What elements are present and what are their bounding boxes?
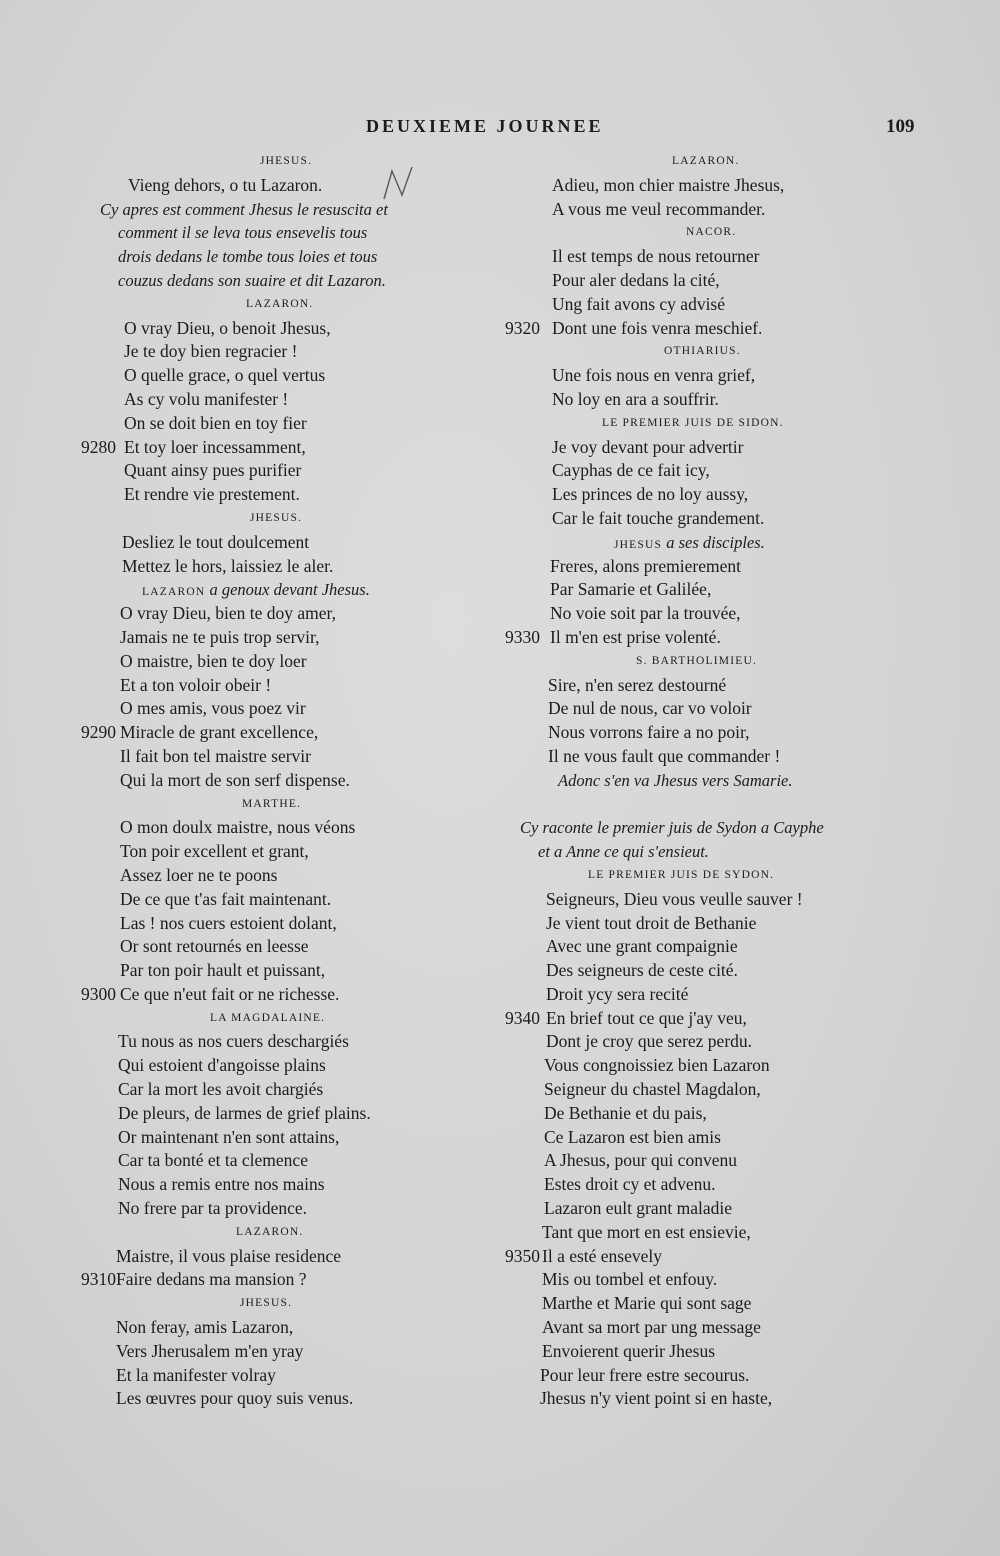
verse-text: Vieng dehors, o tu Lazaron. [128,174,323,195]
speaker-name: LE PREMIER JUIS DE SYDON. [588,868,775,881]
verse-line [60,388,480,412]
verse-line [60,959,480,983]
verse-line [480,697,910,721]
verse-text: Quant ainsy pues purifier [124,460,302,481]
verse-text: Et toy loer incessamment, [124,436,306,457]
line-number: 9340 [505,1007,540,1028]
verse-line [480,1221,910,1245]
line-number: 9300 [81,983,116,1004]
verse-line [60,840,480,864]
verse-line [60,721,480,745]
verse-line [480,626,910,650]
verse-text: Las ! nos cuers estoient dolant, [120,912,337,933]
page-header [0,112,1000,142]
verse-text: Les princes de no loy aussy, [552,484,749,505]
verse-line [60,340,480,364]
verse-text: Il a esté ensevely [542,1245,663,1266]
verse-text: No voie soit par la trouvée, [550,603,741,624]
verse-line [60,864,480,888]
verse-text: Qui estoient d'angoisse plains [118,1055,326,1076]
verse-text: Seigneur du chastel Magdalon, [544,1079,761,1100]
speaker-name: LAZARON. [672,155,740,167]
verse-text: Nous vorrons faire a no poir, [548,722,750,743]
stage-direction-line [60,198,480,222]
verse-line [60,1268,480,1292]
verse-text: Il fait bon tel maistre servir [120,745,311,766]
verse-line [480,1054,910,1078]
speaker-line [480,340,910,364]
verse-text: Mettez le hors, laissiez le aler. [122,555,334,576]
verse-line [60,697,480,721]
verse-text: Dont une fois venra meschief. [552,317,763,338]
verse-text: Jamais ne te puis trop servir, [120,626,320,647]
speaker-name: LAZARON. [246,297,314,310]
verse-line [60,483,480,507]
verse-line [60,1126,480,1150]
verse-text: Maistre, il vous plaise residence [116,1245,342,1266]
verse-text: Or maintenant n'en sont attains, [118,1126,340,1147]
stage-direction-line [60,245,480,269]
verse-text: Tu nous as nos cuers deschargiés [118,1031,349,1052]
verse-line [480,674,910,698]
verse-text: Seigneurs, Dieu vous veulle sauver ! [546,888,803,909]
blank-line [480,793,910,817]
verse-text: Avant sa mort par ung message [542,1317,761,1338]
verse-text: A vous me veul recommander. [552,198,766,219]
speaker-name: NACOR. [686,226,737,239]
verse-text: Et la manifester volray [116,1364,276,1385]
verse-text: Vers Jherusalem m'en yray [116,1340,304,1361]
verse-line [480,436,910,460]
verse-text: A Jhesus, pour qui convenu [544,1150,737,1171]
verse-text: Vous congnoissiez bien Lazaron [544,1055,770,1076]
verse-text: No frere par ta providence. [118,1198,307,1219]
stage-direction-line [480,816,910,840]
verse-line [480,1007,910,1031]
stage-direction: comment il se leva tous ensevelis tous [118,223,368,243]
speaker-name: LAZARON [142,586,206,599]
verse-text: Et a ton voloir obeir ! [120,674,272,695]
verse-line [480,1268,910,1292]
verse-line [480,1364,910,1388]
verse-line [60,1078,480,1102]
speaker-line [60,507,480,531]
speaker-line [480,221,910,245]
verse-text: Ung fait avons cy advisé [552,293,726,314]
stage-direction-line [480,840,910,864]
verse-line [480,1197,910,1221]
stage-direction: Cy raconte le premier juis de Sydon a Cayphe [520,818,824,838]
verse-text: Je te doy bien regracier ! [124,341,298,362]
verse-line [60,436,480,460]
verse-text: O quelle grace, o quel vertus [124,365,326,386]
speaker-name: JHESUS. [250,511,303,524]
speaker-name: OTHIARIUS. [664,345,741,358]
verse-text: Envoierent querir Jhesus [542,1340,716,1361]
speaker-line [60,293,480,317]
speaker-name: JHESUS. [260,155,313,167]
verse-line [480,912,910,936]
verse-line [60,1245,480,1269]
verse-text: Ton poir excellent et grant, [120,841,309,862]
verse-text: Or sont retournés en leesse [120,936,309,957]
verse-line [60,1054,480,1078]
verse-line [60,317,480,341]
verse-line [480,983,910,1007]
verse-text: Car ta bonté et ta clemence [118,1150,308,1171]
verse-text: Il ne vous fault que commander ! [548,745,781,766]
verse-text: Par Samarie et Galilée, [550,579,712,600]
line-number: 9320 [505,317,540,338]
verse-text: Une fois nous en venra grief, [552,365,756,386]
verse-text: Par ton poir hault et puissant, [120,960,326,981]
verse-text: Car la mort les avoit chargiés [118,1079,324,1100]
verse-line [60,602,480,626]
speaker-with-direction [614,531,765,558]
verse-text: Faire dedans ma mansion ? [116,1269,307,1290]
stage-direction-line [480,769,910,793]
verse-line [60,769,480,793]
stage-direction: a genoux devant Jhesus. [205,580,370,600]
verse-line [480,555,910,579]
verse-line [60,1197,480,1221]
verse-line [60,935,480,959]
stage-direction: drois dedans le tombe tous loies et tous [118,247,378,267]
verse-line [480,745,910,769]
verse-line [60,674,480,698]
verse-text: O maistre, bien te doy loer [120,650,307,671]
verse-text: De Bethanie et du pais, [544,1102,707,1123]
verse-text: Droit ycy sera recité [546,983,689,1004]
verse-text: Non feray, amis Lazaron, [116,1317,294,1338]
speaker-name: JHESUS [614,538,663,551]
verse-text: Je voy devant pour advertir [552,436,744,457]
verse-line [480,578,910,602]
verse-line [480,507,910,531]
verse-line [480,1173,910,1197]
verse-text: Cayphas de ce fait icy, [552,460,710,481]
verse-text: De pleurs, de larmes de grief plains. [118,1102,371,1123]
verse-text: Freres, alons premierement [550,555,741,576]
speaker-line [480,412,910,436]
verse-text: Marthe et Marie qui sont sage [542,1293,752,1314]
verse-line [480,388,910,412]
verse-line [480,1149,910,1173]
verse-text: O vray Dieu, bien te doy amer, [120,603,337,624]
verse-text: Qui la mort de son serf dispense. [120,769,350,790]
verse-text: Jhesus n'y vient point si en haste, [540,1388,773,1409]
verse-text: De ce que t'as fait maintenant. [120,888,332,909]
speaker-name: JHESUS. [240,1297,293,1310]
verse-text: Lazaron eult grant maladie [544,1198,733,1219]
verse-line [60,1102,480,1126]
stage-direction-line [60,221,480,245]
verse-text: Pour leur frere estre secourus. [540,1364,750,1385]
line-number: 9280 [81,436,116,457]
verse-line [480,1316,910,1340]
stage-direction: couzus dedans son suaire et dit Lazaron. [118,270,386,290]
verse-line [480,602,910,626]
speaker-with-direction [142,578,370,605]
verse-line [60,412,480,436]
line-number: 9350 [505,1245,540,1266]
verse-line [60,1316,480,1340]
stage-direction: et a Anne ce qui s'ensieut. [538,842,709,862]
verse-line [60,531,480,555]
verse-text: No loy en ara a souffrir. [552,388,719,409]
verse-line [480,293,910,317]
verse-line [480,245,910,269]
speaker-name: LA MAGDALAINE. [210,1011,326,1024]
speaker-name: LE PREMIER JUIS DE SIDON. [602,416,784,429]
verse-text: Il est temps de nous retourner [552,246,760,267]
verse-line [60,1149,480,1173]
verse-text: On se doit bien en toy fier [124,412,307,433]
verse-text: Sire, n'en serez destourné [548,674,727,695]
left-column [60,150,480,1411]
verse-line [60,650,480,674]
speaker-name: MARTHE. [242,797,302,810]
verse-text: O mon doulx maistre, nous véons [120,817,356,838]
verse-text: Ce Lazaron est bien amis [544,1126,721,1147]
verse-text: Tant que mort en est ensievie, [542,1221,751,1242]
verse-text: As cy volu manifester ! [124,388,289,409]
verse-text: Miracle de grant excellence, [120,722,319,743]
verse-text: O vray Dieu, o benoit Jhesus, [124,317,331,338]
verse-line [60,459,480,483]
verse-line [480,1387,910,1411]
verse-line [60,626,480,650]
verse-line [480,269,910,293]
verse-text: Je vient tout droit de Bethanie [546,912,757,933]
verse-line [60,745,480,769]
verse-line [480,483,910,507]
stage-direction: Cy apres est comment Jhesus le resuscita et [100,199,388,219]
verse-line [480,198,910,222]
verse-line [60,1173,480,1197]
line-number: 9290 [81,722,116,743]
verse-text: Mis ou tombel et enfouy. [542,1269,718,1290]
speaker-name: S. BARTHOLIMIEU. [636,654,758,667]
verse-line [60,364,480,388]
verse-line [480,364,910,388]
speaker-direction-line [60,578,480,602]
verse-line [480,1340,910,1364]
verse-text: Adieu, mon chier maistre Jhesus, [552,174,785,195]
verse-text: Il m'en est prise volenté. [550,626,721,647]
verse-text: Nous a remis entre nos mains [118,1174,325,1195]
verse-text: Estes droit cy et advenu. [544,1174,716,1195]
stage-direction: a ses disciples. [662,532,765,552]
verse-text: De nul de nous, car vo voloir [548,698,752,719]
verse-text: Car le fait touche grandement. [552,507,765,528]
speaker-line [60,150,480,174]
speaker-line [480,650,910,674]
speaker-name: LAZARON. [236,1225,304,1238]
verse-line [60,1030,480,1054]
verse-line [480,935,910,959]
verse-line [60,1340,480,1364]
verse-text: Avec une grant compaignie [546,936,738,957]
verse-line [480,1245,910,1269]
verse-line [480,888,910,912]
verse-line [480,1292,910,1316]
speaker-direction-line [480,531,910,555]
verse-line [60,816,480,840]
verse-text: Pour aler dedans la cité, [552,269,720,290]
verse-line [60,1387,480,1411]
speaker-line [480,864,910,888]
verse-text: Les œuvres pour quoy suis venus. [116,1388,354,1409]
verse-text: Dont je croy que serez perdu. [546,1031,753,1052]
verse-line [60,888,480,912]
verse-line [60,1364,480,1388]
speaker-line [60,1007,480,1031]
verse-text: Desliez le tout doulcement [122,531,310,552]
verse-text: En brief tout ce que j'ay veu, [546,1007,747,1028]
verse-text: Des seigneurs de ceste cité. [546,960,738,981]
verse-text: Et rendre vie prestement. [124,484,300,505]
page-number: 109 [886,116,915,137]
verse-line [60,912,480,936]
verse-line [480,1102,910,1126]
verse-line [480,459,910,483]
verse-line [480,317,910,341]
line-number: 9330 [505,626,540,647]
verse-line [60,174,480,198]
verse-line [480,1126,910,1150]
verse-line [480,174,910,198]
verse-line [480,1030,910,1054]
running-title: DEUXIEME JOURNEE [366,116,604,136]
right-column [480,150,910,1411]
verse-line [60,983,480,1007]
speaker-line [60,793,480,817]
verse-text: Assez loer ne te poons [120,864,278,885]
verse-text: O mes amis, vous poez vir [120,698,306,719]
stage-direction-line [60,269,480,293]
verse-line [480,959,910,983]
line-number: 9310 [81,1269,116,1290]
verse-line [480,1078,910,1102]
stage-direction: Adonc s'en va Jhesus vers Samarie. [558,770,793,790]
verse-line [60,555,480,579]
speaker-line [60,1292,480,1316]
verse-text: Ce que n'eut fait or ne richesse. [120,983,340,1004]
speaker-line [60,1221,480,1245]
verse-line [480,721,910,745]
speaker-line [480,150,910,174]
